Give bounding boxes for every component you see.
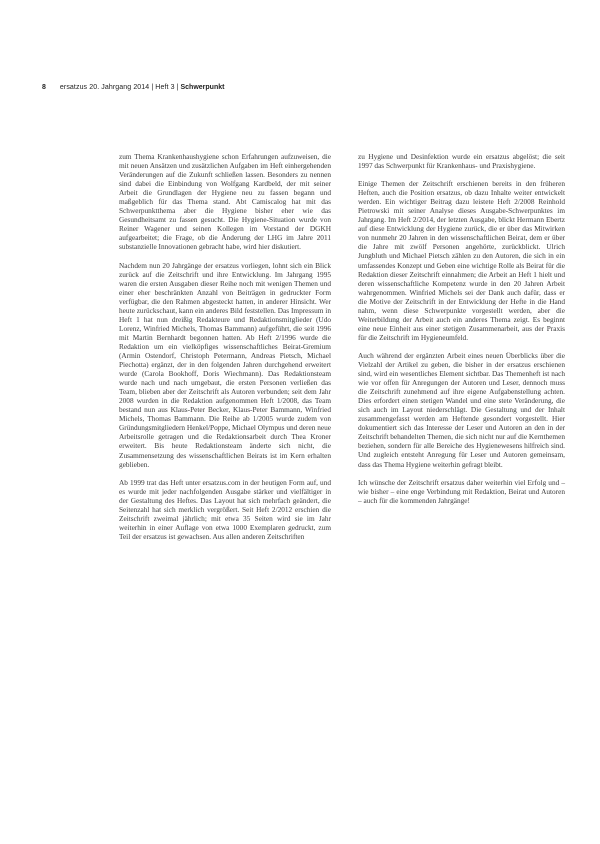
paragraph: Ich wünsche der Zeitschrift ersatzus daher weiterhin viel Erfolg und – wie bisher – eine enge Verbindung mit Redaktion, Beirat und Autoren – auch für die kommenden Jahrgänge! <box>358 477 565 505</box>
paragraph: zu Hygiene und Desinfektion wurde ein ersatzus abgelöst; die seit 1997 das Schwerpunkt für Krankenhaus- und Praxishygiene. <box>358 152 565 171</box>
running-header-section: Schwerpunkt <box>180 84 225 91</box>
page-number: 8 <box>42 84 46 91</box>
paragraph: Ab 1999 trat das Heft unter ersatzus.com in der heutigen Form auf, und es wurde mit jeder nachfolgenden Ausgabe stärker und vielfältiger in der Gestaltung des Heftes. Das Layout hat sich mehrfach geändert, die Seitenzahl hat sich merklich vergrößert. Seit Heft 2/2012 erschien die Zeitschrift zweimal jährlich; mit etwa 35 Seiten wird sie im Jahr weiterhin in einer Auflage von etwa 1000 Exemplaren gedruckt, zum Teil der ersatzus ist gewachsen. Aus allen anderen Zeitschriften <box>119 477 331 541</box>
paragraph: Einige Themen der Zeitschrift erschienen bereits in den früheren Heften, auch die Position ersatzus, ob dazu Inhalte weiter entwickelt werden. Ein wichtiger Beitrag dazu leistete Heft 2/2008 Reinhold Pietrowski mit seiner Analyse dieses Ausgabe-Schwerpunktes im Jahrgang. Im Heft 2/2014, der letzten Ausgabe, blickt Hermann Ebertz auf diese Entwicklung der Hygiene zurück, die er über das Mitwirken von nunmehr 20 Jahren in den wissenschaftlichen Beirat, dem er über die Jahre mit zwölf Personen angehörte, zurückblickt. Ulrich Jungbluth und Michael Pietsch zählen zu den Autoren, die sich in ein umfassendes Konzept und Geben eine wichtige Rolle als Beirat für die Redaktion dieser Zeitschrift einnahmen; die Arbeit an Heft 1 hielt und deren wissenschaftliche Kompetenz wurde in den 20 Jahren Arbeit wahrgenommen. Winfried Michels sei der Dank auch dafür, dass er die Motive der Zeitschrift in der Entwicklung der Hefte in die Hand nahm, wenn diese Schwerpunkte vorgestellt werden, aber die Weiterbildung der Arbeit auch ein anderes Thema zeigt. Es beginnt eine neue Einheit aus einer stetigen Zusammenarbeit, aus der Praxis für die Zeitschrift im Hygieneumfeld. <box>358 179 565 342</box>
paragraph: Nachdem nun 20 Jahrgänge der ersatzus vorliegen, lohnt sich ein Blick zurück auf die Zeitschrift und ihre Entwicklung. Im Jahrgang 1995 waren die ersten Ausgaben dieser Reihe noch mit wenigen Themen und einer eher beschränkten Anzahl von Beiträgen in gedruckter Form verfügbar, die den Rahmen abgesteckt hatten, in anderer Hinsicht. Wer heute zurückschaut, kann ein anderes Bild feststellen. Das Impressum in Heft 1 hat nun dreißig Redakteure und Redaktionsmitglieder (Udo Lorenz, Winfried Michels, Thomas Bammann) aufgeführt, die seit 1996 mit Martin Bernhardt begonnen hatten. Ab Heft 2/1996 wurde die Redaktion um ein vielköpfiges wissenschaftliches Beirat-Gremium (Armin Ostendorf, Christoph Petermann, Andreas Pietsch, Michael Piechotta) ergänzt, der in den folgenden Jahren durchgehend erweitert wurde (Carola Bookhoff, Doris Wiechmann). Das Redaktionsteam wurde nach und nach umgebaut, die ersten Personen verließen das Team, blieben aber der Zeitschrift als Autoren verbunden; seit dem Jahr 2008 wurden in die Redaktion aufgenommen Heft 1/2008, das Team bestand nun aus Klaus-Peter Becker, Klaus-Peter Bammann, Winfried Michels, Thomas Bammann. Die Reihe ab 1/2005 wurde zudem von Gründungsmitgliedern Henkel/Poppe, Michael Olympus und deren neue Arbeitsrolle getragen und die Redaktionsarbeit durch Thea Kroner erweitert. Bis heute Redaktionsteam änderte sich nicht, die Zusammensetzung des wissenschaftlichen Beirats ist im Kern erhalten geblieben. <box>119 260 331 469</box>
page-header <box>42 84 224 91</box>
left-column <box>119 152 331 541</box>
paragraph: Auch während der ergänzten Arbeit eines neuen Überblicks über die Vielzahl der Artikel zu geben, die bisher in der ersatzus erschienen sind, wird ein wesentliches Element sichtbar. Das Themenheft ist nach wie vor offen für Anregungen der Autoren und Leser, dennoch muss die Zeitschrift zunehmend auf ihre eigene Aufgabenstellung achten. Dies erfordert einen stetigen Wandel und eine stete Veränderung, die sich auch im Layout niederschlägt. Die Gestaltung und der Inhalt zusammengefasst werden am Heftende gesondert vorgestellt. Hier dokumentiert sich das Interesse der Leser und Autoren an den in der Zeitschrift behandelten Themen, die sich nicht nur auf die Kernthemen beziehen, sondern für alle Bereiche des Hygienewesens hilfreich sind. Und zugleich entsteht Anregung für Leser und Autoren gemeinsam, dass das Thema Hygiene weiterhin gefragt bleibt. <box>358 350 565 469</box>
right-column <box>358 152 565 505</box>
running-header-meta: ersatzus 20. Jahrgang 2014 | Heft 3 | <box>59 84 179 91</box>
paragraph: zum Thema Krankenhaushygiene schon Erfahrungen aufzuweisen, die mit neuen Ansätzen und zusätzlichen Aufgaben im Heft einhergehenden Veränderungen auf die Zukunft schließen lassen. Besonders zu nennen sind dabei die Einbindung von Wolfgang Kardbeld, der mit seiner Arbeit die Grundlagen der Hygiene neu zu fassen begann und maßgeblich für das Thema stand. Abt Camiscalog hat mit das Schwerpunktthema aber die Hygiene bisher eher wie das Gesundheitsamt zu fassen gesucht. Die Hygiene-Situation wurde von Reiner Wagener und seinen Kollegen im Vorstand der DGKH aufgearbeitet; die Frage, ob die Änderung der LHG im Jahre 2011 substanzielle Innovationen gebracht habe, wird hier diskutiert. <box>119 152 331 252</box>
